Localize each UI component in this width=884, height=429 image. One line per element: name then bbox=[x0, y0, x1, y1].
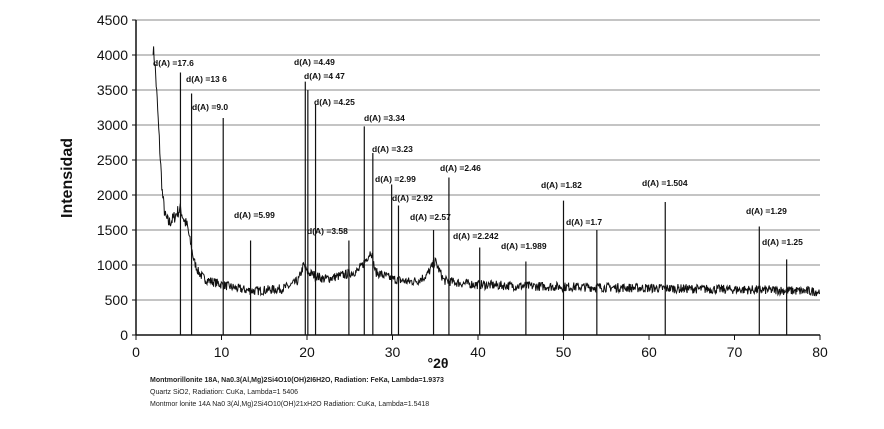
peak-label: d(A) =4 47 bbox=[304, 71, 345, 81]
y-tick-label: 3000 bbox=[96, 117, 128, 133]
peak-label: d(A) =2.99 bbox=[375, 174, 416, 184]
x-tick-label: 80 bbox=[812, 344, 828, 360]
peak-label: d(A) =4.49 bbox=[294, 57, 335, 67]
peak-label: d(A) =2.46 bbox=[440, 163, 481, 173]
y-tick-label: 500 bbox=[104, 292, 128, 308]
x-tick-label: 40 bbox=[470, 344, 486, 360]
x-tick-label: 50 bbox=[555, 344, 572, 360]
x-tick-label: 60 bbox=[641, 344, 657, 360]
x-tick-label: 30 bbox=[384, 344, 401, 360]
y-axis-title: Intensidad bbox=[59, 137, 76, 219]
x-tick-label: 70 bbox=[726, 344, 743, 360]
peak-label: d(A) =13 6 bbox=[186, 74, 227, 84]
legend-line-montmorillonite-18a: Montmorillonite 18A, Na0.3(Al,Mg)2Si4O10(OH)2I6H2O, Radiation: FeKa, Lambda=1.9373 bbox=[150, 377, 444, 384]
x-tick-label: 10 bbox=[213, 344, 230, 360]
y-tick-label: 3500 bbox=[96, 82, 128, 98]
peak-label: d(A) =17.6 bbox=[153, 58, 194, 68]
y-tick-label: 2500 bbox=[96, 152, 128, 168]
axis-layer bbox=[97, 12, 828, 360]
legend-line-quartz: Quartz SiO2, Radiation: CuKa, Lambda=1 5406 bbox=[150, 389, 299, 396]
peak-label: d(A) =1.82 bbox=[541, 180, 582, 190]
peak-layer bbox=[153, 57, 803, 335]
peak-label: d(A) =1.504 bbox=[642, 178, 688, 188]
peak-label: d(A) =4.25 bbox=[314, 97, 355, 107]
legend-line-montmorillonite-14a: Montmor lonite 14A Na0 3(Al,Mg)2Si4O10(OH)21xH2O Radiation: CuKa, Lambda=1.5418 bbox=[150, 401, 430, 408]
y-tick-label: 4000 bbox=[96, 47, 128, 63]
peak-label: d(A) =2.242 bbox=[453, 231, 499, 241]
line-layer bbox=[153, 46, 819, 296]
y-tick-label: 4500 bbox=[96, 12, 128, 28]
peak-label: d(A) =2.92 bbox=[392, 193, 433, 203]
x-tick-label: 20 bbox=[299, 344, 315, 360]
peak-label: d(A) =3.58 bbox=[307, 226, 348, 236]
peak-label: d(A) =9.0 bbox=[192, 102, 229, 112]
peak-label: d(A) =1.989 bbox=[501, 241, 547, 251]
diffraction-trace bbox=[153, 46, 819, 296]
y-tick-label: 0 bbox=[120, 327, 128, 343]
peak-label: d(A) =1.7 bbox=[566, 217, 603, 227]
x-tick-label: 0 bbox=[132, 344, 140, 360]
peak-label: d(A) =1.25 bbox=[762, 237, 803, 247]
peak-label: d(A) =3.23 bbox=[372, 144, 413, 154]
y-tick-label: 1000 bbox=[96, 257, 128, 273]
x-axis-title: °2θ bbox=[427, 355, 449, 371]
peak-label: d(A) =2.57 bbox=[410, 212, 451, 222]
peak-label: d(A) =5.99 bbox=[234, 210, 275, 220]
peak-label: d(A) =1.29 bbox=[746, 206, 787, 216]
peak-label: d(A) =3.34 bbox=[364, 113, 405, 123]
y-tick-label: 1500 bbox=[96, 222, 128, 238]
y-tick-label: 2000 bbox=[96, 187, 128, 203]
